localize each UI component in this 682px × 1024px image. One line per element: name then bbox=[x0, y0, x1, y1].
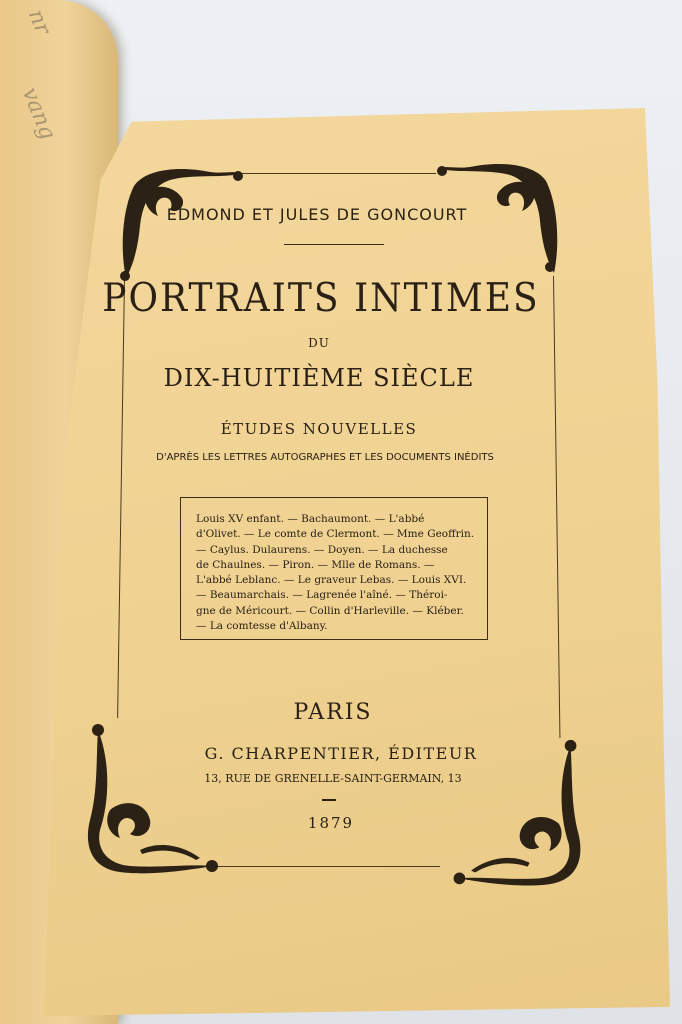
subtitle: ÉTUDES NOUVELLES bbox=[220, 420, 418, 438]
contents-line: — Beaumarchais. — Lagrenée l'aîné. — Théroi- bbox=[196, 589, 448, 602]
pencil-note: vang bbox=[16, 84, 61, 144]
contents-line: gne de Méricourt. — Collin d'Harleville. — Kléber. bbox=[196, 604, 464, 617]
contents-line: de Chaulnes. — Piron. — Mlle de Romans. — bbox=[196, 558, 435, 571]
contents-line: d'Olivet. — Le comte de Clermont. — Mme Geoffrin. bbox=[196, 528, 475, 541]
subtitle-2: D'APRÈS LES LETTRES AUTOGRAPHES ET LES DOCUMENTS INÉDITS bbox=[156, 452, 494, 463]
contents-line: — Caylus. Dulaurens. — Doyen. — La duchesse bbox=[196, 543, 448, 556]
title-line-1: PORTRAITS INTIMES bbox=[102, 275, 540, 322]
contents-line: — La comtesse d'Albany. bbox=[196, 620, 328, 633]
author-line: EDMOND ET JULES DE GONCOURT bbox=[166, 205, 468, 224]
contents-line: L'abbé Leblanc. — Le graveur Lebas. — Louis XVI. bbox=[196, 574, 467, 587]
publication-year: 1879 bbox=[307, 814, 355, 832]
title-connector: DU bbox=[308, 336, 330, 350]
corner-ornament-top-left-icon bbox=[112, 160, 252, 290]
publisher: G. CHARPENTIER, ÉDITEUR bbox=[204, 744, 478, 763]
title-line-2: DIX-HUITIÈME SIÈCLE bbox=[163, 364, 475, 392]
contents-line: Louis XV enfant. — Bachaumont. — L'abbé bbox=[196, 513, 425, 525]
frame-top-line bbox=[240, 173, 436, 174]
pencil-note: nr bbox=[22, 6, 56, 39]
frame-bottom-line bbox=[216, 866, 440, 867]
year-rule bbox=[322, 799, 336, 801]
publication-city: PARIS bbox=[293, 700, 373, 725]
author-rule bbox=[284, 244, 384, 245]
publisher-address: 13, RUE DE GRENELLE-SAINT-GERMAIN, 13 bbox=[204, 772, 462, 785]
contents-list bbox=[196, 512, 478, 634]
